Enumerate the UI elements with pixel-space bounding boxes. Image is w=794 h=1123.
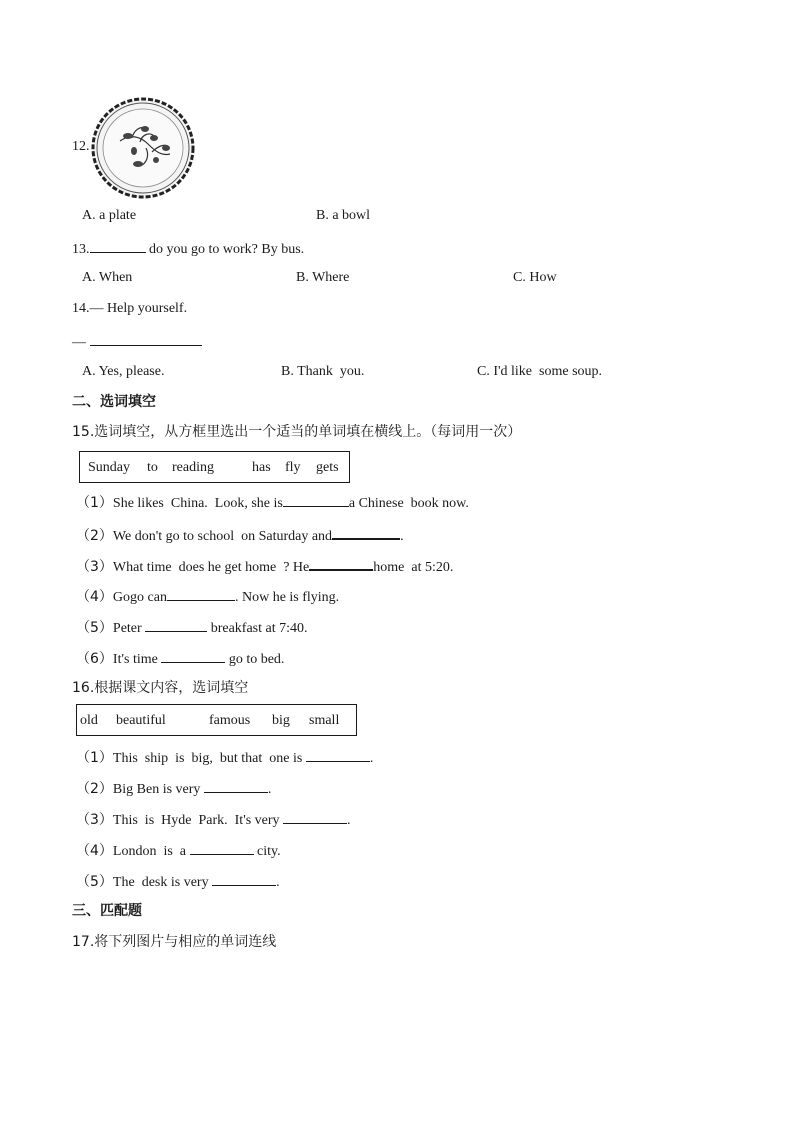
q13-number: 13. bbox=[72, 242, 90, 257]
item-text: city. bbox=[253, 844, 281, 859]
q15-item bbox=[76, 617, 307, 638]
q15-word: to bbox=[147, 460, 158, 475]
q14-prompt: 14.— Help yourself. bbox=[72, 301, 188, 316]
item-text: Peter bbox=[112, 621, 146, 636]
q16-title: 16.根据课文内容，选词填空 bbox=[72, 680, 249, 696]
q15-item bbox=[76, 586, 339, 607]
q14-option-a[interactable]: A. Yes, please. bbox=[82, 364, 165, 379]
q16-word: beautiful bbox=[116, 713, 166, 728]
q16-word: famous bbox=[209, 713, 251, 728]
answer-blank[interactable] bbox=[283, 492, 349, 507]
item-text: She likes China. Look, she is bbox=[112, 496, 283, 511]
q15-title: 15.选词填空，从方框里选出一个适当的单词填在横线上。（每词用一次） bbox=[72, 424, 522, 440]
q14-option-c[interactable]: C. I'd like some soup. bbox=[477, 364, 603, 379]
answer-blank[interactable] bbox=[190, 840, 254, 855]
item-text: go to bed. bbox=[225, 652, 285, 667]
q13-option-c[interactable]: C. How bbox=[513, 270, 557, 285]
item-text: . bbox=[369, 751, 374, 766]
item-text: breakfast at 7:40. bbox=[207, 621, 308, 636]
item-text: . bbox=[400, 529, 404, 544]
item-number: （5） bbox=[76, 874, 113, 890]
q15-item bbox=[76, 555, 453, 577]
answer-blank[interactable] bbox=[309, 555, 373, 571]
q16-item bbox=[76, 840, 281, 861]
q16-word: small bbox=[309, 713, 340, 728]
item-number: （1） bbox=[76, 750, 113, 766]
item-text: The desk is very bbox=[112, 875, 213, 890]
item-number: （2） bbox=[76, 781, 113, 797]
item-text: This is Hyde Park. It's very bbox=[112, 813, 284, 828]
q13-blank[interactable] bbox=[90, 238, 146, 253]
plate-image bbox=[90, 96, 196, 200]
q14-option-b[interactable]: B. Thank you. bbox=[281, 364, 365, 379]
q13-option-a[interactable]: A. When bbox=[82, 270, 133, 285]
item-text: a Chinese book now. bbox=[348, 496, 469, 511]
q17-title: 17.将下列图片与相应的单词连线 bbox=[72, 934, 277, 950]
item-text: What time does he get home ? He bbox=[112, 560, 310, 575]
item-text: . Now he is flying. bbox=[234, 590, 340, 605]
answer-blank[interactable] bbox=[161, 648, 225, 663]
q15-item bbox=[76, 648, 284, 669]
q16-item bbox=[76, 778, 271, 799]
answer-blank[interactable] bbox=[306, 747, 370, 762]
item-text: . bbox=[347, 813, 351, 828]
item-text: This ship is big, but that one is bbox=[112, 751, 306, 766]
item-text: Gogo can bbox=[112, 590, 167, 605]
q15-word: has bbox=[252, 460, 271, 475]
item-number: （3） bbox=[76, 812, 113, 828]
item-number: （6） bbox=[76, 651, 113, 667]
item-text: It's time bbox=[112, 652, 162, 667]
q15-item bbox=[76, 524, 404, 546]
section-3-title: 三、匹配题 bbox=[72, 903, 142, 919]
q16-item bbox=[76, 871, 280, 892]
q16-word: big bbox=[272, 713, 290, 728]
q15-word-box bbox=[79, 451, 350, 483]
q16-word-box bbox=[76, 704, 357, 736]
q15-item bbox=[76, 492, 469, 513]
answer-blank[interactable] bbox=[332, 524, 400, 540]
answer-blank[interactable] bbox=[283, 809, 347, 824]
item-text: . bbox=[276, 875, 280, 890]
q16-item bbox=[76, 747, 373, 768]
q12-option-b[interactable]: B. a bowl bbox=[316, 208, 371, 223]
q16-word: old bbox=[80, 713, 98, 728]
q12-number: 12. bbox=[72, 139, 90, 154]
q12-option-a[interactable]: A. a plate bbox=[82, 208, 137, 223]
item-number: （4） bbox=[76, 843, 113, 859]
item-number: （1） bbox=[76, 495, 113, 511]
q14-answer-line bbox=[72, 331, 202, 352]
q13-option-b[interactable]: B. Where bbox=[296, 270, 350, 285]
q15-word: fly bbox=[285, 460, 301, 475]
q14-dash: — bbox=[72, 335, 86, 350]
q13-line bbox=[72, 238, 304, 259]
q15-word: gets bbox=[316, 460, 339, 475]
item-number: （3） bbox=[76, 559, 113, 575]
item-text: London is a bbox=[112, 844, 190, 859]
section-2-title: 二、选词填空 bbox=[72, 394, 156, 410]
answer-blank[interactable] bbox=[212, 871, 276, 886]
item-number: （5） bbox=[76, 620, 113, 636]
answer-blank[interactable] bbox=[145, 617, 207, 632]
q13-text: do you go to work? By bus. bbox=[145, 242, 305, 257]
item-text: Big Ben is very bbox=[112, 782, 204, 797]
item-text: . bbox=[267, 782, 272, 797]
q16-item bbox=[76, 809, 351, 830]
answer-blank[interactable] bbox=[204, 778, 268, 793]
item-number: （2） bbox=[76, 528, 113, 544]
item-number: （4） bbox=[76, 589, 113, 605]
q15-word: reading bbox=[172, 460, 214, 475]
answer-blank[interactable] bbox=[167, 586, 235, 601]
item-text: home at 5:20. bbox=[373, 560, 454, 575]
item-text: We don't go to school on Saturday and bbox=[112, 529, 333, 544]
q14-blank[interactable] bbox=[90, 331, 202, 346]
q15-word: Sunday bbox=[88, 460, 130, 475]
